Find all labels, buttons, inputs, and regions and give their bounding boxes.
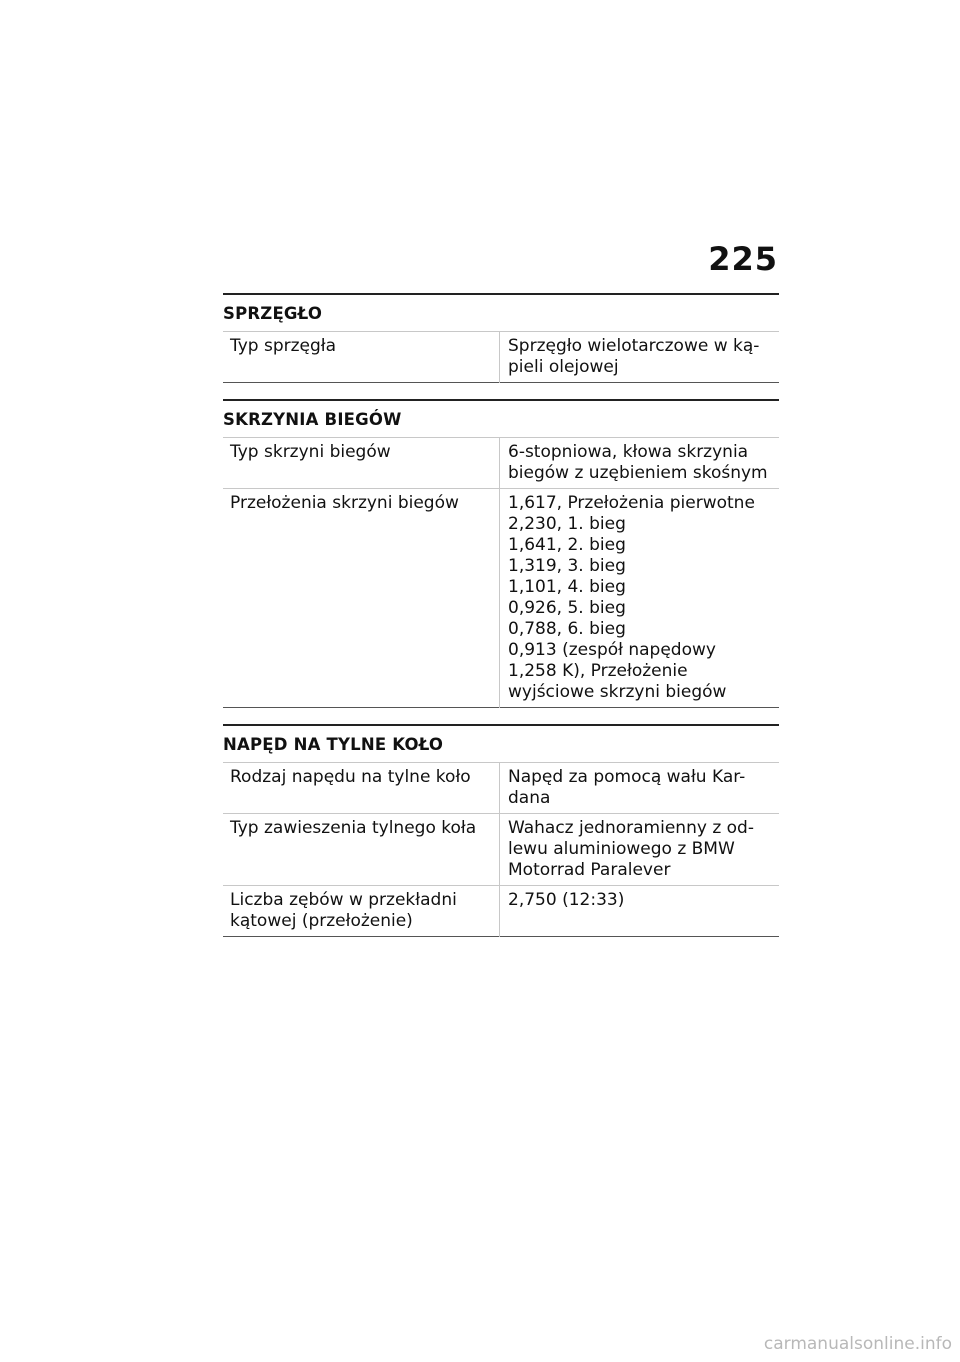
value-line: 1,101, 4. bieg	[508, 577, 626, 597]
value-line: 1,319, 3. bieg	[508, 556, 626, 576]
spec-table-rear-drive	[223, 762, 779, 937]
label-line: kątowej (przełożenie)	[230, 911, 413, 931]
value-line: biegów z uzębieniem skośnym	[508, 463, 768, 483]
table-row	[223, 814, 779, 886]
row-label	[223, 438, 500, 489]
value-line: Napęd za pomocą wału Kar-	[508, 767, 746, 787]
spec-table-clutch	[223, 331, 779, 383]
section-gearbox	[223, 399, 779, 708]
label-line: Typ skrzyni biegów	[230, 442, 391, 462]
section-rear-drive	[223, 724, 779, 937]
value-line: 0,788, 6. bieg	[508, 619, 626, 639]
value-line: pieli olejowej	[508, 357, 619, 377]
row-value	[500, 886, 780, 937]
spec-table-gearbox	[223, 437, 779, 708]
row-value	[500, 438, 780, 489]
value-line: 2,750 (12:33)	[508, 890, 625, 910]
value-line: 0,913 (zespół napędowy	[508, 640, 716, 660]
value-line: 1,641, 2. bieg	[508, 535, 626, 555]
row-label	[223, 332, 500, 383]
row-label	[223, 886, 500, 937]
row-value	[500, 814, 780, 886]
row-value	[500, 489, 780, 708]
table-row	[223, 438, 779, 489]
value-line: 6-stopniowa, kłowa skrzynia	[508, 442, 749, 462]
label-line: Liczba zębów w przekładni	[230, 890, 457, 910]
row-label	[223, 489, 500, 708]
section-title-clutch: SPRZĘGŁO	[223, 304, 323, 323]
spec-content	[223, 293, 779, 953]
value-line: wyjściowe skrzyni biegów	[508, 682, 727, 702]
section-title-gearbox: SKRZYNIA BIEGÓW	[223, 410, 402, 429]
section-title-rear-drive: NAPĘD NA TYLNE KOŁO	[223, 735, 444, 754]
value-line: 1,617, Przełożenia pierwotne	[508, 493, 755, 513]
table-row	[223, 489, 779, 708]
watermark: carmanualsonline.info	[763, 1334, 952, 1354]
value-line: 0,926, 5. bieg	[508, 598, 626, 618]
label-line: Typ sprzęgła	[230, 336, 337, 356]
value-line: Sprzęgło wielotarczowe w ką-	[508, 336, 760, 356]
row-value	[500, 763, 780, 814]
section-clutch	[223, 293, 779, 383]
value-line: Motorrad Paralever	[508, 860, 671, 880]
value-line: Wahacz jednoramienny z od-	[508, 818, 754, 838]
label-line: Przełożenia skrzyni biegów	[230, 493, 459, 513]
label-line: Rodzaj napędu na tylne koło	[230, 767, 471, 787]
table-row	[223, 763, 779, 814]
value-line: dana	[508, 788, 551, 808]
table-row	[223, 886, 779, 937]
row-label	[223, 763, 500, 814]
value-line: 1,258 K), Przełożenie	[508, 661, 688, 681]
row-label	[223, 814, 500, 886]
value-line: lewu aluminiowego z BMW	[508, 839, 735, 859]
table-row	[223, 332, 779, 383]
label-line: Typ zawieszenia tylnego koła	[230, 818, 477, 838]
value-line: 2,230, 1. bieg	[508, 514, 626, 534]
row-value	[500, 332, 780, 383]
page-number: 225	[708, 240, 778, 278]
